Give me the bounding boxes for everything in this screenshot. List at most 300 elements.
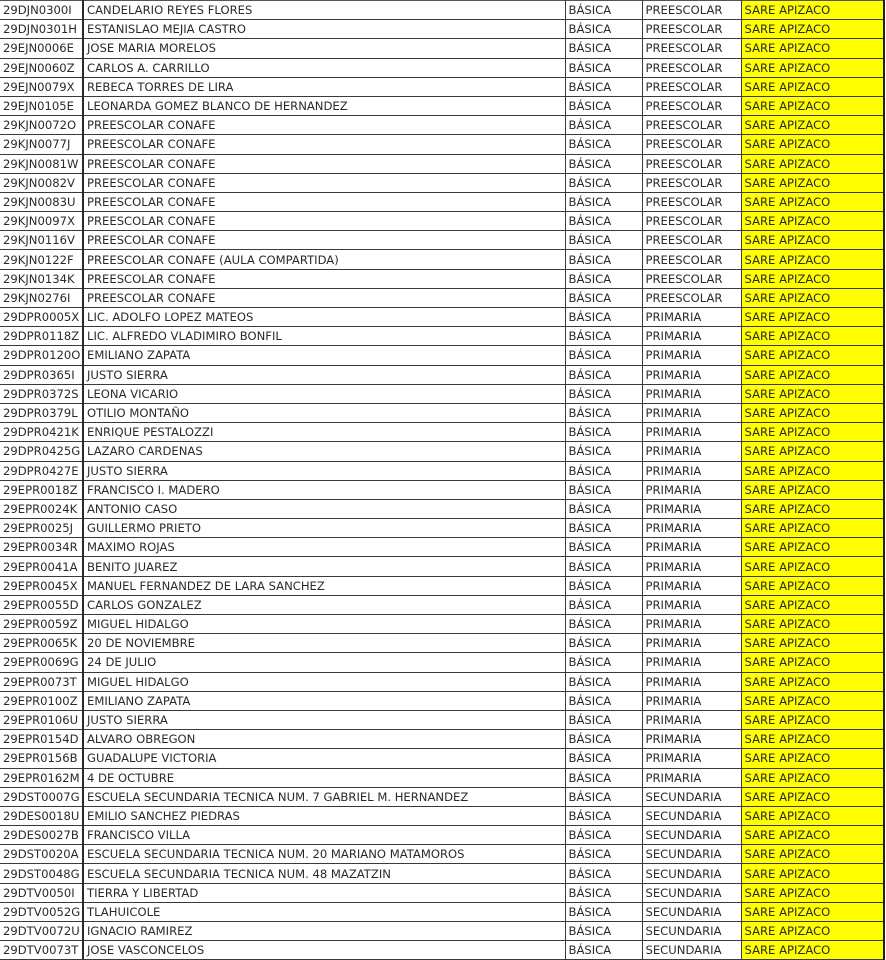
cell-education-type[interactable]: BÁSICA [565, 538, 642, 557]
table-row[interactable] [0, 557, 884, 576]
table-row[interactable] [0, 519, 884, 538]
cell-school-name[interactable]: PREESCOLAR CONAFE [83, 288, 565, 307]
cell-education-level[interactable]: PREESCOLAR [642, 20, 741, 39]
table-row[interactable] [0, 116, 884, 135]
cell-education-level[interactable]: PREESCOLAR [642, 231, 741, 250]
cell-education-type[interactable]: BÁSICA [565, 58, 642, 77]
table-row[interactable] [0, 672, 884, 691]
cell-school-name[interactable]: PREESCOLAR CONAFE [83, 231, 565, 250]
cell-school-code[interactable]: 29DTV0072U [0, 922, 83, 941]
cell-region[interactable]: SARE APIZACO [741, 922, 884, 941]
cell-school-name[interactable]: JUSTO SIERRA [83, 710, 565, 729]
cell-school-code[interactable]: 29DPR0120O [0, 346, 83, 365]
cell-education-type[interactable]: BÁSICA [565, 288, 642, 307]
cell-school-code[interactable]: 29DPR0379L [0, 403, 83, 422]
cell-education-type[interactable]: BÁSICA [565, 902, 642, 921]
cell-school-code[interactable]: 29KJN0077J [0, 135, 83, 154]
cell-education-level[interactable]: PRIMARIA [642, 461, 741, 480]
cell-school-code[interactable]: 29EPR0069G [0, 653, 83, 672]
cell-region[interactable]: SARE APIZACO [741, 39, 884, 58]
cell-school-name[interactable]: ESCUELA SECUNDARIA TECNICA NUM. 48 MAZATZIN [83, 864, 565, 883]
cell-education-level[interactable]: PRIMARIA [642, 634, 741, 653]
cell-education-type[interactable]: BÁSICA [565, 116, 642, 135]
cell-education-type[interactable]: BÁSICA [565, 672, 642, 691]
cell-education-type[interactable]: BÁSICA [565, 634, 642, 653]
cell-school-code[interactable]: 29EPR0025J [0, 519, 83, 538]
cell-education-level[interactable]: PRIMARIA [642, 710, 741, 729]
cell-region[interactable]: SARE APIZACO [741, 749, 884, 768]
cell-school-name[interactable]: TLAHUICOLE [83, 902, 565, 921]
table-row[interactable] [0, 423, 884, 442]
cell-school-code[interactable]: 29DES0018U [0, 806, 83, 825]
cell-school-name[interactable]: PREESCOLAR CONAFE [83, 154, 565, 173]
cell-education-level[interactable]: PRIMARIA [642, 346, 741, 365]
table-row[interactable] [0, 730, 884, 749]
cell-education-level[interactable]: PRIMARIA [642, 499, 741, 518]
cell-school-code[interactable]: 29EPR0045X [0, 576, 83, 595]
cell-education-level[interactable]: SECUNDARIA [642, 826, 741, 845]
cell-education-level[interactable]: SECUNDARIA [642, 941, 741, 960]
cell-school-name[interactable]: ESTANISLAO MEJIA CASTRO [83, 20, 565, 39]
cell-region[interactable]: SARE APIZACO [741, 845, 884, 864]
cell-education-type[interactable]: BÁSICA [565, 20, 642, 39]
cell-school-name[interactable]: FRANCISCO VILLA [83, 826, 565, 845]
cell-education-level[interactable]: PRIMARIA [642, 480, 741, 499]
cell-education-type[interactable]: BÁSICA [565, 519, 642, 538]
table-row[interactable] [0, 595, 884, 614]
cell-region[interactable]: SARE APIZACO [741, 730, 884, 749]
cell-education-level[interactable]: PRIMARIA [642, 595, 741, 614]
cell-education-type[interactable]: BÁSICA [565, 615, 642, 634]
cell-school-code[interactable]: 29EJN0060Z [0, 58, 83, 77]
cell-school-code[interactable]: 29EPR0156B [0, 749, 83, 768]
cell-region[interactable]: SARE APIZACO [741, 269, 884, 288]
cell-education-type[interactable]: BÁSICA [565, 365, 642, 384]
cell-school-name[interactable]: MANUEL FERNANDEZ DE LARA SANCHEZ [83, 576, 565, 595]
cell-region[interactable]: SARE APIZACO [741, 442, 884, 461]
cell-education-type[interactable]: BÁSICA [565, 806, 642, 825]
cell-education-type[interactable]: BÁSICA [565, 308, 642, 327]
cell-education-type[interactable]: BÁSICA [565, 403, 642, 422]
cell-school-code[interactable]: 29EPR0162M [0, 768, 83, 787]
cell-school-code[interactable]: 29DPR0118Z [0, 327, 83, 346]
table-row[interactable] [0, 135, 884, 154]
cell-school-name[interactable]: CANDELARIO REYES FLORES [83, 1, 565, 20]
cell-region[interactable]: SARE APIZACO [741, 212, 884, 231]
cell-education-type[interactable]: BÁSICA [565, 423, 642, 442]
cell-region[interactable]: SARE APIZACO [741, 615, 884, 634]
cell-school-code[interactable]: 29DST0048G [0, 864, 83, 883]
table-row[interactable] [0, 231, 884, 250]
table-row[interactable] [0, 346, 884, 365]
cell-region[interactable]: SARE APIZACO [741, 192, 884, 211]
cell-school-code[interactable]: 29KJN0097X [0, 212, 83, 231]
cell-education-level[interactable]: PREESCOLAR [642, 135, 741, 154]
cell-school-code[interactable]: 29EPR0024K [0, 499, 83, 518]
cell-school-name[interactable]: LEONA VICARIO [83, 384, 565, 403]
cell-education-level[interactable]: SECUNDARIA [642, 787, 741, 806]
cell-education-level[interactable]: PRIMARIA [642, 538, 741, 557]
cell-education-type[interactable]: BÁSICA [565, 269, 642, 288]
cell-region[interactable]: SARE APIZACO [741, 557, 884, 576]
table-row[interactable] [0, 480, 884, 499]
table-row[interactable] [0, 710, 884, 729]
cell-school-name[interactable]: JUSTO SIERRA [83, 365, 565, 384]
cell-education-level[interactable]: SECUNDARIA [642, 922, 741, 941]
cell-education-type[interactable]: BÁSICA [565, 710, 642, 729]
cell-education-level[interactable]: PRIMARIA [642, 327, 741, 346]
cell-education-type[interactable]: BÁSICA [565, 442, 642, 461]
cell-region[interactable]: SARE APIZACO [741, 58, 884, 77]
cell-education-type[interactable]: BÁSICA [565, 864, 642, 883]
cell-school-name[interactable]: GUILLERMO PRIETO [83, 519, 565, 538]
table-row[interactable] [0, 845, 884, 864]
table-row[interactable] [0, 922, 884, 941]
cell-education-level[interactable]: PREESCOLAR [642, 192, 741, 211]
cell-school-code[interactable]: 29EPR0065K [0, 634, 83, 653]
cell-school-name[interactable]: PREESCOLAR CONAFE (AULA COMPARTIDA) [83, 250, 565, 269]
cell-region[interactable]: SARE APIZACO [741, 154, 884, 173]
cell-education-type[interactable]: BÁSICA [565, 941, 642, 960]
cell-school-name[interactable]: IGNACIO RAMIREZ [83, 922, 565, 941]
cell-education-level[interactable]: PREESCOLAR [642, 116, 741, 135]
cell-school-name[interactable]: MAXIMO ROJAS [83, 538, 565, 557]
cell-school-name[interactable]: JOSE MARIA MORELOS [83, 39, 565, 58]
cell-school-name[interactable]: PREESCOLAR CONAFE [83, 116, 565, 135]
cell-region[interactable]: SARE APIZACO [741, 403, 884, 422]
cell-region[interactable]: SARE APIZACO [741, 768, 884, 787]
cell-education-type[interactable]: BÁSICA [565, 845, 642, 864]
cell-school-name[interactable]: ESCUELA SECUNDARIA TECNICA NUM. 20 MARIANO MATAMOROS [83, 845, 565, 864]
cell-school-code[interactable]: 29DPR0421K [0, 423, 83, 442]
cell-education-level[interactable]: PRIMARIA [642, 672, 741, 691]
cell-region[interactable]: SARE APIZACO [741, 826, 884, 845]
cell-education-type[interactable]: BÁSICA [565, 768, 642, 787]
cell-school-name[interactable]: ESCUELA SECUNDARIA TECNICA NUM. 7 GABRIEL M. HERNANDEZ [83, 787, 565, 806]
cell-school-code[interactable]: 29EPR0041A [0, 557, 83, 576]
cell-region[interactable]: SARE APIZACO [741, 384, 884, 403]
cell-school-name[interactable]: CARLOS A. CARRILLO [83, 58, 565, 77]
cell-region[interactable]: SARE APIZACO [741, 365, 884, 384]
cell-school-code[interactable]: 29KJN0082V [0, 173, 83, 192]
cell-school-code[interactable]: 29DJN0300I [0, 1, 83, 20]
cell-region[interactable]: SARE APIZACO [741, 423, 884, 442]
table-row[interactable] [0, 308, 884, 327]
cell-education-type[interactable]: BÁSICA [565, 135, 642, 154]
table-row[interactable] [0, 1, 884, 20]
cell-education-level[interactable]: PRIMARIA [642, 653, 741, 672]
cell-school-name[interactable]: BENITO JUAREZ [83, 557, 565, 576]
cell-education-type[interactable]: BÁSICA [565, 480, 642, 499]
cell-region[interactable]: SARE APIZACO [741, 595, 884, 614]
cell-region[interactable]: SARE APIZACO [741, 346, 884, 365]
cell-education-level[interactable]: PRIMARIA [642, 365, 741, 384]
cell-region[interactable]: SARE APIZACO [741, 538, 884, 557]
cell-school-name[interactable]: ENRIQUE PESTALOZZI [83, 423, 565, 442]
cell-school-name[interactable]: OTILIO MONTAÑO [83, 403, 565, 422]
cell-region[interactable]: SARE APIZACO [741, 96, 884, 115]
cell-education-level[interactable]: PREESCOLAR [642, 58, 741, 77]
cell-school-code[interactable]: 29DES0027B [0, 826, 83, 845]
cell-region[interactable]: SARE APIZACO [741, 634, 884, 653]
table-row[interactable] [0, 212, 884, 231]
cell-education-type[interactable]: BÁSICA [565, 730, 642, 749]
cell-education-level[interactable]: PREESCOLAR [642, 212, 741, 231]
cell-school-name[interactable]: PREESCOLAR CONAFE [83, 269, 565, 288]
cell-education-level[interactable]: SECUNDARIA [642, 902, 741, 921]
table-row[interactable] [0, 461, 884, 480]
cell-school-name[interactable]: EMILIANO ZAPATA [83, 346, 565, 365]
cell-education-level[interactable]: PREESCOLAR [642, 173, 741, 192]
cell-school-name[interactable]: LEONARDA GOMEZ BLANCO DE HERNANDEZ [83, 96, 565, 115]
cell-region[interactable]: SARE APIZACO [741, 461, 884, 480]
cell-education-level[interactable]: SECUNDARIA [642, 845, 741, 864]
table-row[interactable] [0, 77, 884, 96]
cell-education-level[interactable]: PRIMARIA [642, 519, 741, 538]
cell-education-type[interactable]: BÁSICA [565, 826, 642, 845]
table-row[interactable] [0, 365, 884, 384]
table-row[interactable] [0, 902, 884, 921]
table-row[interactable] [0, 39, 884, 58]
table-row[interactable] [0, 538, 884, 557]
cell-education-level[interactable]: PRIMARIA [642, 557, 741, 576]
table-row[interactable] [0, 192, 884, 211]
cell-region[interactable]: SARE APIZACO [741, 499, 884, 518]
cell-education-level[interactable]: PRIMARIA [642, 691, 741, 710]
cell-school-code[interactable]: 29KJN0122F [0, 250, 83, 269]
cell-school-name[interactable]: LAZARO CARDENAS [83, 442, 565, 461]
cell-education-level[interactable]: PRIMARIA [642, 403, 741, 422]
cell-education-type[interactable]: BÁSICA [565, 461, 642, 480]
cell-education-type[interactable]: BÁSICA [565, 231, 642, 250]
cell-school-name[interactable]: EMILIO SANCHEZ PIEDRAS [83, 806, 565, 825]
cell-school-code[interactable]: 29KJN0072O [0, 116, 83, 135]
cell-education-type[interactable]: BÁSICA [565, 787, 642, 806]
cell-education-type[interactable]: BÁSICA [565, 154, 642, 173]
cell-education-level[interactable]: PREESCOLAR [642, 250, 741, 269]
cell-school-name[interactable]: TIERRA Y LIBERTAD [83, 883, 565, 902]
cell-education-type[interactable]: BÁSICA [565, 77, 642, 96]
cell-school-name[interactable]: LIC. ALFREDO VLADIMIRO BONFIL [83, 327, 565, 346]
cell-education-type[interactable]: BÁSICA [565, 96, 642, 115]
table-row[interactable] [0, 154, 884, 173]
table-row[interactable] [0, 826, 884, 845]
cell-region[interactable]: SARE APIZACO [741, 806, 884, 825]
table-row[interactable] [0, 499, 884, 518]
cell-region[interactable]: SARE APIZACO [741, 173, 884, 192]
cell-region[interactable]: SARE APIZACO [741, 691, 884, 710]
cell-region[interactable]: SARE APIZACO [741, 653, 884, 672]
table-row[interactable] [0, 250, 884, 269]
cell-education-type[interactable]: BÁSICA [565, 595, 642, 614]
table-row[interactable] [0, 403, 884, 422]
cell-region[interactable]: SARE APIZACO [741, 480, 884, 499]
table-row[interactable] [0, 883, 884, 902]
cell-region[interactable]: SARE APIZACO [741, 883, 884, 902]
cell-education-level[interactable]: PRIMARIA [642, 576, 741, 595]
table-row[interactable] [0, 58, 884, 77]
cell-school-name[interactable]: PREESCOLAR CONAFE [83, 173, 565, 192]
cell-education-type[interactable]: BÁSICA [565, 212, 642, 231]
cell-education-level[interactable]: PRIMARIA [642, 384, 741, 403]
cell-region[interactable]: SARE APIZACO [741, 941, 884, 960]
table-row[interactable] [0, 749, 884, 768]
cell-education-type[interactable]: BÁSICA [565, 691, 642, 710]
cell-education-level[interactable]: PREESCOLAR [642, 1, 741, 20]
table-row[interactable] [0, 806, 884, 825]
cell-education-type[interactable]: BÁSICA [565, 499, 642, 518]
cell-school-code[interactable]: 29EPR0100Z [0, 691, 83, 710]
cell-school-name[interactable]: PREESCOLAR CONAFE [83, 212, 565, 231]
cell-education-type[interactable]: BÁSICA [565, 557, 642, 576]
cell-education-level[interactable]: SECUNDARIA [642, 806, 741, 825]
cell-school-code[interactable]: 29DTV0052G [0, 902, 83, 921]
table-row[interactable] [0, 327, 884, 346]
cell-school-name[interactable]: CARLOS GONZALEZ [83, 595, 565, 614]
cell-education-type[interactable]: BÁSICA [565, 327, 642, 346]
cell-education-level[interactable]: PRIMARIA [642, 308, 741, 327]
cell-school-name[interactable]: 20 DE NOVIEMBRE [83, 634, 565, 653]
cell-school-code[interactable]: 29KJN0276I [0, 288, 83, 307]
cell-school-name[interactable]: MIGUEL HIDALGO [83, 615, 565, 634]
cell-education-level[interactable]: SECUNDARIA [642, 864, 741, 883]
cell-school-code[interactable]: 29EPR0055D [0, 595, 83, 614]
cell-school-name[interactable]: JUSTO SIERRA [83, 461, 565, 480]
cell-school-name[interactable]: FRANCISCO I. MADERO [83, 480, 565, 499]
table-row[interactable] [0, 941, 884, 960]
cell-school-name[interactable]: 4 DE OCTUBRE [83, 768, 565, 787]
cell-school-code[interactable]: 29EJN0105E [0, 96, 83, 115]
cell-education-type[interactable]: BÁSICA [565, 250, 642, 269]
cell-school-code[interactable]: 29EJN0006E [0, 39, 83, 58]
table-row[interactable] [0, 442, 884, 461]
cell-education-level[interactable]: PREESCOLAR [642, 77, 741, 96]
cell-education-level[interactable]: PRIMARIA [642, 749, 741, 768]
cell-education-type[interactable]: BÁSICA [565, 1, 642, 20]
table-row[interactable] [0, 20, 884, 39]
cell-school-code[interactable]: 29DPR0425G [0, 442, 83, 461]
cell-school-code[interactable]: 29DPR0427E [0, 461, 83, 480]
cell-school-code[interactable]: 29EPR0059Z [0, 615, 83, 634]
cell-region[interactable]: SARE APIZACO [741, 135, 884, 154]
cell-education-type[interactable]: BÁSICA [565, 922, 642, 941]
table-row[interactable] [0, 269, 884, 288]
table-row[interactable] [0, 173, 884, 192]
table-row[interactable] [0, 634, 884, 653]
cell-school-code[interactable]: 29EPR0034R [0, 538, 83, 557]
cell-education-type[interactable]: BÁSICA [565, 39, 642, 58]
cell-education-type[interactable]: BÁSICA [565, 192, 642, 211]
cell-school-name[interactable]: PREESCOLAR CONAFE [83, 192, 565, 211]
table-row[interactable] [0, 787, 884, 806]
cell-region[interactable]: SARE APIZACO [741, 20, 884, 39]
cell-region[interactable]: SARE APIZACO [741, 902, 884, 921]
cell-region[interactable]: SARE APIZACO [741, 864, 884, 883]
table-row[interactable] [0, 96, 884, 115]
cell-education-level[interactable]: PREESCOLAR [642, 39, 741, 58]
cell-school-name[interactable]: EMILIANO ZAPATA [83, 691, 565, 710]
cell-education-level[interactable]: PRIMARIA [642, 615, 741, 634]
cell-school-code[interactable]: 29KJN0081W [0, 154, 83, 173]
cell-school-name[interactable]: JOSE VASCONCELOS [83, 941, 565, 960]
cell-region[interactable]: SARE APIZACO [741, 231, 884, 250]
cell-region[interactable]: SARE APIZACO [741, 308, 884, 327]
cell-school-name[interactable]: ANTONIO CASO [83, 499, 565, 518]
cell-region[interactable]: SARE APIZACO [741, 1, 884, 20]
cell-school-code[interactable]: 29KJN0116V [0, 231, 83, 250]
table-row[interactable] [0, 384, 884, 403]
cell-region[interactable]: SARE APIZACO [741, 672, 884, 691]
cell-school-name[interactable]: PREESCOLAR CONAFE [83, 135, 565, 154]
cell-education-type[interactable]: BÁSICA [565, 653, 642, 672]
cell-region[interactable]: SARE APIZACO [741, 576, 884, 595]
cell-education-level[interactable]: PRIMARIA [642, 768, 741, 787]
cell-school-code[interactable]: 29DST0020A [0, 845, 83, 864]
cell-region[interactable]: SARE APIZACO [741, 288, 884, 307]
cell-education-type[interactable]: BÁSICA [565, 384, 642, 403]
table-row[interactable] [0, 768, 884, 787]
cell-school-name[interactable]: ALVARO OBREGON [83, 730, 565, 749]
cell-region[interactable]: SARE APIZACO [741, 710, 884, 729]
cell-education-type[interactable]: BÁSICA [565, 346, 642, 365]
cell-education-level[interactable]: PREESCOLAR [642, 288, 741, 307]
cell-education-level[interactable]: PRIMARIA [642, 730, 741, 749]
table-row[interactable] [0, 691, 884, 710]
cell-school-name[interactable]: GUADALUPE VICTORIA [83, 749, 565, 768]
cell-school-code[interactable]: 29DTV0050I [0, 883, 83, 902]
cell-education-type[interactable]: BÁSICA [565, 576, 642, 595]
cell-school-code[interactable]: 29EPR0154D [0, 730, 83, 749]
cell-school-code[interactable]: 29EPR0106U [0, 710, 83, 729]
cell-region[interactable]: SARE APIZACO [741, 250, 884, 269]
cell-school-code[interactable]: 29KJN0083U [0, 192, 83, 211]
cell-school-code[interactable]: 29EPR0018Z [0, 480, 83, 499]
cell-school-name[interactable]: MIGUEL HIDALGO [83, 672, 565, 691]
cell-school-code[interactable]: 29DPR0365I [0, 365, 83, 384]
table-row[interactable] [0, 576, 884, 595]
cell-region[interactable]: SARE APIZACO [741, 519, 884, 538]
cell-education-level[interactable]: PREESCOLAR [642, 96, 741, 115]
cell-education-level[interactable]: PRIMARIA [642, 442, 741, 461]
cell-education-type[interactable]: BÁSICA [565, 749, 642, 768]
cell-school-code[interactable]: 29DPR0005X [0, 308, 83, 327]
cell-school-code[interactable]: 29EJN0079X [0, 77, 83, 96]
cell-education-type[interactable]: BÁSICA [565, 173, 642, 192]
cell-school-code[interactable]: 29DST0007G [0, 787, 83, 806]
cell-region[interactable]: SARE APIZACO [741, 77, 884, 96]
table-row[interactable] [0, 615, 884, 634]
cell-region[interactable]: SARE APIZACO [741, 787, 884, 806]
table-row[interactable] [0, 288, 884, 307]
cell-school-name[interactable]: REBECA TORRES DE LIRA [83, 77, 565, 96]
cell-education-level[interactable]: PRIMARIA [642, 423, 741, 442]
table-row[interactable] [0, 653, 884, 672]
cell-school-code[interactable]: 29KJN0134K [0, 269, 83, 288]
cell-education-level[interactable]: SECUNDARIA [642, 883, 741, 902]
cell-region[interactable]: SARE APIZACO [741, 116, 884, 135]
table-row[interactable] [0, 864, 884, 883]
cell-school-code[interactable]: 29DPR0372S [0, 384, 83, 403]
cell-region[interactable]: SARE APIZACO [741, 327, 884, 346]
cell-school-code[interactable]: 29DTV0073T [0, 941, 83, 960]
cell-school-name[interactable]: LIC. ADOLFO LOPEZ MATEOS [83, 308, 565, 327]
cell-education-type[interactable]: BÁSICA [565, 883, 642, 902]
cell-education-level[interactable]: PREESCOLAR [642, 269, 741, 288]
cell-education-level[interactable]: PREESCOLAR [642, 154, 741, 173]
cell-school-name[interactable]: 24 DE JULIO [83, 653, 565, 672]
cell-school-code[interactable]: 29DJN0301H [0, 20, 83, 39]
cell-school-code[interactable]: 29EPR0073T [0, 672, 83, 691]
